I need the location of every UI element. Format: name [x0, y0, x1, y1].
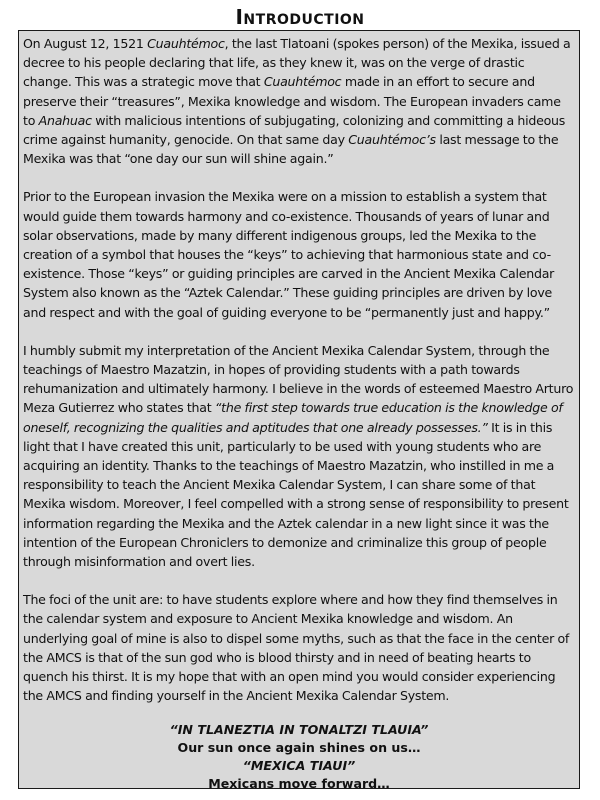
p1-text-c: , the last Tlatoani (spokes person) of the Mexika, issued a decree to his people declaring that life, as they knew it, was on the verge of drastic change. This was a strategic move that: [23, 36, 571, 90]
p1-text-g: with malicious intentions of subjugating, colonizing and committing a hideous crime against humanity, genocide. On that same day: [23, 112, 566, 148]
page-title: Introduction: [235, 5, 365, 29]
p1-text-i: last message to the Mexika was that “one day our sun will shine again.”: [23, 132, 559, 167]
p1-text-a: On August 12, 1521: [23, 36, 148, 51]
paragraph-1: [23, 34, 575, 168]
closing-line-1: “IN TLANEZTIA IN TONALTZI TLAUIA”: [169, 721, 429, 737]
paragraph-3: [23, 341, 575, 571]
p3-text-b: It is in this light that I have created this unit, particularly to be used with young students who are acquiring an identity. Thanks to the teachings of Maestro Mazatzin, who instilled in me a responsibility to teach the Ancient Mexika Calendar System, I can share some of that Mexika wisdom. Moreover, I feel compelled with a strong sense of responsibility to present information regarding the Mexika and the Aztek calendar in a new light since it was the intention of the European Chroniclers to demonize and criminalize this group of people through misinformation and overt lies.: [23, 419, 569, 570]
paragraph-4: The foci of the unit are: to have students explore where and how they find themselves in the calendar system and exposure to Ancient Mexika knowledge and wisdom. An underlying goal of mine is also to dispel some myths, such as that the face in the center of the AMCS is that of the sun god who is blood thirsty and in need of beating hearts to quench his thirst. It is my hope that with an open mind you would consider experiencing the AMCS and finding yourself in the Ancient Mexika Calendar System.: [23, 592, 570, 704]
p3-text-a: I humbly submit my interpretation of the Ancient Mexika Calendar System, through the teachings of Maestro Mazatzin, in hopes of providing students with a path towards rehumanization and ultimately harmony. I believe in the words of esteemed Maestro Arturo Meza Gutierrez who states that: [23, 342, 574, 416]
p1-text-e: made in an effort to secure and preserve their “treasures”, Mexika knowledge and wisdom. The European invaders came to: [23, 74, 561, 128]
p1-name-cuauhtemoc-2: Cuauhtémoc: [263, 74, 342, 90]
closing-block: [23, 721, 575, 790]
closing-line-3: “MEXICA TIAUI”: [242, 757, 356, 773]
closing-line-2: Our sun once again shines on us…: [177, 739, 421, 755]
introduction-text-box: [18, 30, 580, 789]
closing-line-4: Mexicans move forward…: [208, 775, 390, 789]
p1-place-anahuac: Anahuac: [38, 112, 92, 128]
paragraph-2: Prior to the European invasion the Mexika were on a mission to establish a system that would guide them towards harmony and co-existence. Thousands of years of lunar and solar observations, made by many different indigenous groups, led the Mexika to the creation of a symbol that houses the “keys” to achieving that harmonious state and co-existence. Those “keys” or guiding principles are carved in the Ancient Mexika Calendar System also known as the “Aztek Calendar.” These guiding principles are driven by love and respect and with the goal of guiding everyone to be “permanently just and happy.”: [23, 189, 555, 320]
p1-name-cuauhtemoc-1: Cuauhtémoc: [147, 36, 225, 51]
p1-name-cuauhtemoc-3: Cuauhtémoc’s: [348, 132, 436, 148]
p3-quote: “the first step towards true education is the knowledge of oneself, recognizing the qualities and aptitudes that one already possesses.”: [23, 400, 563, 435]
